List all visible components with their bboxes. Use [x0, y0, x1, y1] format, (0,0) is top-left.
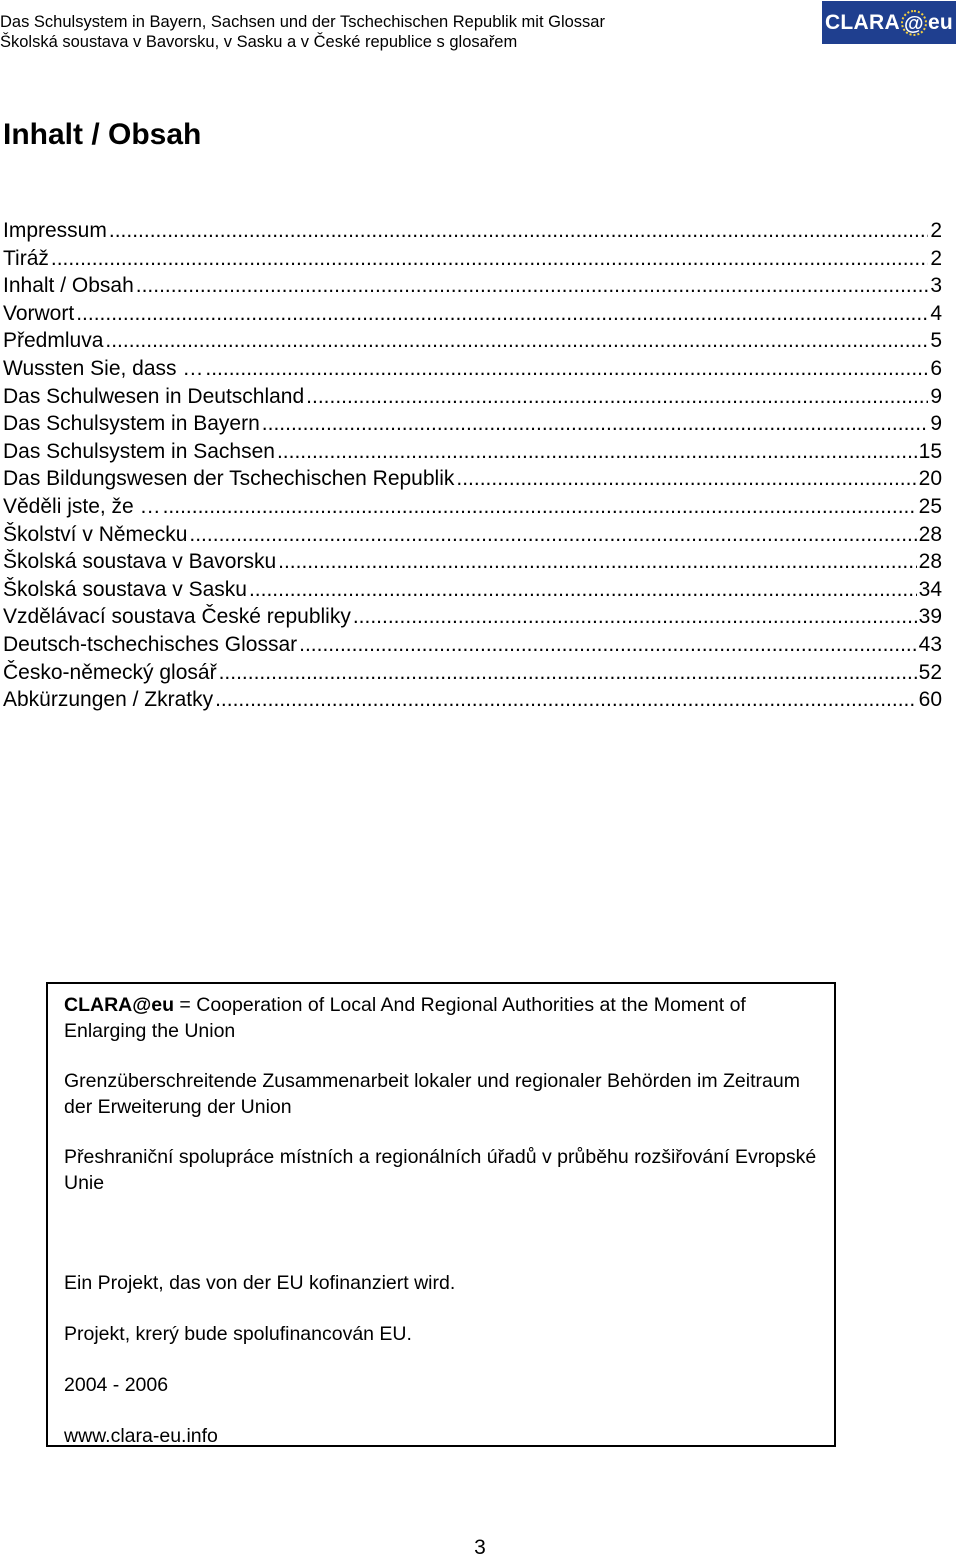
header-line-german: Das Schulsystem in Bayern, Sachsen und der Tschechischen Republik mit Glossar — [0, 13, 605, 31]
toc-entry-label: Wussten Sie, dass … — [3, 356, 204, 380]
toc-entry[interactable] — [3, 576, 942, 604]
toc-entry[interactable] — [3, 217, 942, 245]
toc-leader-dots — [76, 300, 928, 328]
toc-entry-page: 43 — [918, 632, 942, 656]
running-header — [0, 12, 800, 52]
toc-entry-label: Školství v Německu — [3, 522, 188, 546]
table-of-contents — [3, 217, 942, 714]
toc-entry-page: 28 — [918, 522, 942, 546]
toc-entry[interactable] — [3, 410, 942, 438]
page-number: 3 — [474, 1536, 486, 1559]
toc-entry[interactable] — [3, 327, 942, 355]
toc-entry-label: Školská soustava v Sasku — [3, 577, 247, 601]
logo-text-eu: eu — [927, 10, 954, 34]
toc-leader-dots — [205, 355, 928, 383]
toc-entry-label: Deutsch-tschechisches Glossar — [3, 632, 298, 656]
toc-entry-label: Das Bildungswesen der Tschechischen Republik — [3, 467, 455, 491]
toc-entry[interactable] — [3, 355, 942, 383]
toc-entry-page: 3 — [930, 274, 942, 298]
toc-entry[interactable] — [3, 245, 942, 273]
toc-entry-page: 60 — [918, 688, 942, 712]
clara-name: CLARA@eu — [64, 994, 175, 1016]
toc-entry-label: Das Schulsystem in Bayern — [3, 412, 260, 436]
toc-leader-dots — [105, 327, 928, 355]
toc-entry[interactable] — [3, 548, 942, 576]
toc-leader-dots — [277, 438, 917, 466]
german-description: Grenzüberschreitende Zusammenarbeit lokaler und regionaler Behörden im Zeitraum der Erweiterung der Union — [64, 1070, 800, 1118]
toc-leader-dots — [353, 603, 917, 631]
toc-leader-dots — [51, 245, 928, 273]
page-title: Inhalt / Obsah — [3, 118, 202, 151]
toc-entry-page: 15 — [918, 439, 942, 463]
toc-entry-label: Česko-německý glosář — [3, 660, 217, 684]
eu-cofunding-czech: Projekt, krerý bude spolufinancován EU. — [64, 1323, 412, 1345]
eu-cofunding-german: Ein Projekt, das von der EU kofinanziert wird. — [64, 1272, 456, 1294]
toc-entry[interactable] — [3, 272, 942, 300]
toc-entry-page: 20 — [918, 467, 942, 491]
toc-leader-dots — [306, 383, 928, 411]
toc-leader-dots — [456, 465, 916, 493]
toc-entry-page: 9 — [930, 384, 942, 408]
toc-entry-page: 4 — [930, 301, 942, 325]
logo-text-clara: CLARA — [824, 10, 900, 34]
toc-entry-label: Impressum — [3, 219, 107, 242]
toc-entry-page: 34 — [918, 577, 942, 601]
toc-entry-page: 25 — [918, 494, 942, 518]
czech-description: Přeshraniční spolupráce místních a regionálních úřadů v průběhu rozšiřování Evropské Unie — [64, 1146, 817, 1194]
project-info-box — [46, 982, 836, 1447]
toc-leader-dots — [219, 659, 917, 687]
toc-entry-label: Předmluva — [3, 329, 104, 353]
toc-entry[interactable] — [3, 493, 942, 521]
toc-leader-dots — [189, 521, 916, 549]
toc-entry-page: 39 — [918, 605, 942, 629]
toc-entry-label: Věděli jste, že … — [3, 494, 161, 518]
logo-text-at: @ — [904, 12, 924, 35]
toc-entry-page: 52 — [918, 660, 942, 684]
eu-stars-icon — [901, 10, 927, 36]
toc-entry-label: Vorwort — [3, 301, 75, 325]
header-line-czech: Školská soustava v Bavorsku, v Sasku a v České republice s glosařem — [0, 33, 518, 51]
toc-entry-label: Inhalt / Obsah — [3, 274, 134, 298]
toc-leader-dots — [262, 410, 929, 438]
clara-eu-logo — [822, 1, 956, 44]
toc-leader-dots — [299, 631, 917, 659]
toc-entry-page: 2 — [930, 219, 942, 242]
toc-entry[interactable] — [3, 383, 942, 411]
toc-leader-dots — [163, 493, 917, 521]
toc-entry-label: Vzdělávací soustava České republiky — [3, 605, 351, 629]
toc-entry-label: Das Schulsystem in Sachsen — [3, 439, 275, 463]
toc-entry-page: 5 — [930, 329, 942, 353]
clara-definition — [64, 992, 818, 1044]
toc-entry[interactable] — [3, 659, 942, 687]
clara-expansion: = Cooperation of Local And Regional Authorities at the Moment of Enlarging the Union — [64, 994, 746, 1042]
toc-entry-page: 9 — [930, 412, 942, 436]
toc-leader-dots — [278, 548, 917, 576]
toc-entry[interactable] — [3, 465, 942, 493]
toc-entry-label: Abkürzungen / Zkratky — [3, 688, 214, 712]
toc-entry[interactable] — [3, 686, 942, 714]
toc-entry-label: Das Schulwesen in Deutschland — [3, 384, 305, 408]
toc-entry[interactable] — [3, 300, 942, 328]
project-url[interactable]: www.clara-eu.info — [64, 1425, 218, 1447]
toc-entry[interactable] — [3, 603, 942, 631]
toc-entry-label: Školská soustava v Bavorsku — [3, 550, 277, 574]
toc-leader-dots — [249, 576, 917, 604]
toc-entry-page: 2 — [930, 246, 942, 270]
project-years: 2004 - 2006 — [64, 1374, 169, 1396]
toc-leader-dots — [136, 272, 929, 300]
toc-entry[interactable] — [3, 438, 942, 466]
toc-entry-page: 28 — [918, 550, 942, 574]
toc-leader-dots — [215, 686, 917, 714]
toc-entry[interactable] — [3, 521, 942, 549]
toc-entry-page: 6 — [930, 356, 942, 380]
toc-entry-label: Tiráž — [3, 246, 49, 270]
toc-leader-dots — [109, 217, 928, 245]
toc-entry[interactable] — [3, 631, 942, 659]
